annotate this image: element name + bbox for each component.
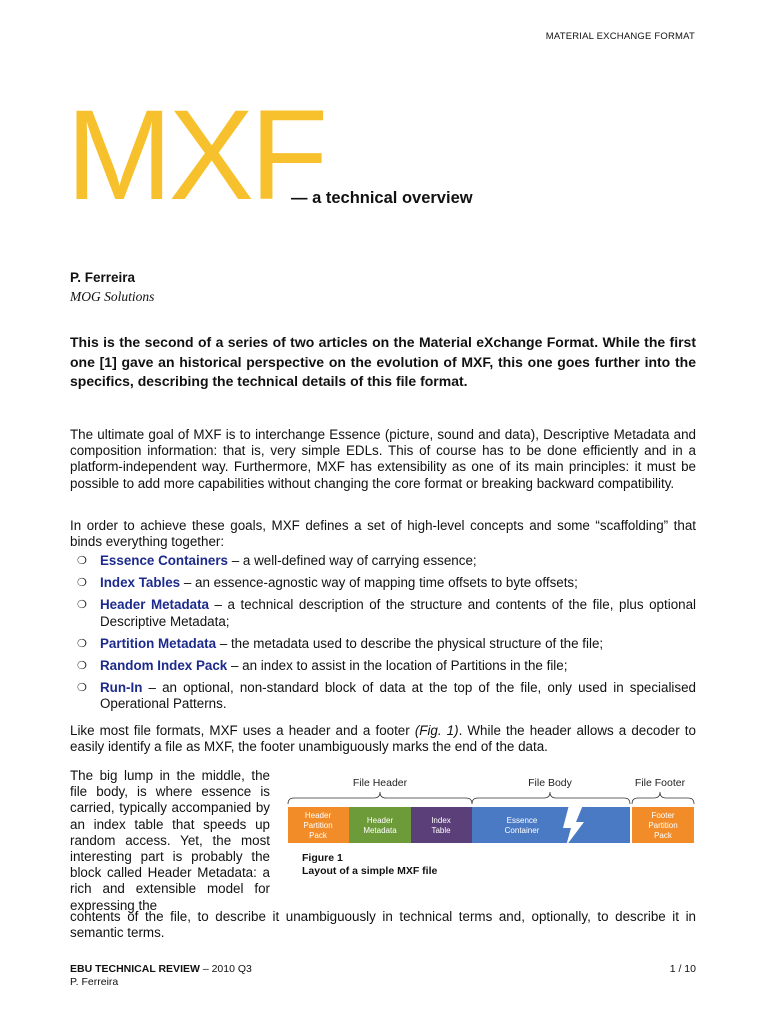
figure-reference-link[interactable]: (Fig. 1) xyxy=(414,723,459,738)
block-index-table xyxy=(411,807,472,843)
block-label: Pack xyxy=(654,831,672,840)
block-label: Footer xyxy=(651,811,675,820)
list-item-text: – an optional, non-standard block of data at the top of the file, only used in specialised Operational Patterns. xyxy=(100,680,696,712)
block-label: Container xyxy=(504,826,540,835)
concept-list xyxy=(70,553,696,719)
block-label: Header xyxy=(366,816,394,825)
page-number: 1 / 10 xyxy=(669,963,696,975)
circle-bullet-icon: ❍ xyxy=(77,555,87,567)
running-header: MATERIAL EXCHANGE FORMAT xyxy=(545,31,695,42)
body-paragraph-3 xyxy=(70,723,696,755)
block-label: Metadata xyxy=(363,826,397,835)
body-paragraph-4: The big lump in the middle, the file body, is where essence is carried, typically accompanied by an index table that speeds up random access. Yet, the most interesting part is probably the block called Header Metadata: a rich and extensible model for expressing the xyxy=(70,768,270,913)
block-essence-container xyxy=(472,807,630,843)
footer-brace xyxy=(632,792,694,804)
list-item xyxy=(70,636,696,652)
block-label: Essence xyxy=(506,816,538,825)
block-label: Table xyxy=(431,826,451,835)
block-label: Partition xyxy=(648,821,678,830)
figure-1-diagram xyxy=(286,774,696,844)
footer-author: P. Ferreira xyxy=(70,976,119,988)
footer-issue: – 2010 Q3 xyxy=(199,963,252,975)
block-label: Index xyxy=(431,816,451,825)
body-paragraph-5: contents of the file, to describe it unambiguously in technical terms and, optionally, to describe it in semantic terms. xyxy=(70,909,696,941)
list-item-text: – a well-defined way of carrying essence; xyxy=(228,553,477,568)
circle-bullet-icon: ❍ xyxy=(77,637,87,650)
circle-bullet-icon: ❍ xyxy=(77,599,87,612)
list-item-term: Index Tables xyxy=(100,575,181,591)
footer-publication xyxy=(70,963,252,975)
list-item-text: – a technical description of the structure and contents of the file, plus optional Descriptive Metadata; xyxy=(100,597,697,629)
body-paragraph-1: The ultimate goal of MXF is to interchange Essence (picture, sound and data), Descriptive Metadata and composition information: that is, very simple EDLs. This of course has to be done efficiently and in a platform-independent way. Furthermore, MXF has extensibility as one of its main principles: it must be possible to add more capabilities without changing the core format or breaking backward compatibility. xyxy=(70,427,696,491)
footer-publication-name: EBU TECHNICAL REVIEW xyxy=(70,963,200,975)
list-item-term: Random Index Pack xyxy=(100,658,228,674)
list-item-text: – the metadata used to describe the physical structure of the file; xyxy=(216,635,604,651)
list-item xyxy=(70,575,696,591)
body-brace xyxy=(472,792,630,804)
paragraph-text: Like most file formats, MXF uses a header and a footer xyxy=(70,723,415,738)
list-item xyxy=(70,597,696,629)
figure-caption-label: Figure 1 xyxy=(302,852,343,864)
list-item-text: – an index to assist in the location of Partitions in the file; xyxy=(227,658,568,674)
figure-caption-text: Layout of a simple MXF file xyxy=(302,865,438,877)
list-item-term: Essence Containers xyxy=(100,553,229,568)
figure-label-file-body: File Body xyxy=(528,777,572,789)
article-subtitle: — a technical overview xyxy=(291,189,473,207)
figure-label-file-footer: File Footer xyxy=(634,777,686,789)
list-item xyxy=(70,553,696,569)
block-label: Header xyxy=(304,811,332,820)
list-item-term: Partition Metadata xyxy=(100,635,217,651)
block-header-metadata xyxy=(349,807,411,843)
circle-bullet-icon: ❍ xyxy=(77,577,87,590)
circle-bullet-icon: ❍ xyxy=(77,682,87,695)
block-label: Partition xyxy=(303,821,333,830)
list-item-term: Run-In xyxy=(100,680,143,696)
body-paragraph-2: In order to achieve these goals, MXF defines a set of high-level concepts and some “scaffolding” that binds everything together: xyxy=(70,518,696,550)
article-title-mxf: MXF xyxy=(66,84,325,227)
list-item xyxy=(70,658,696,674)
list-item xyxy=(70,680,696,712)
author-affiliation: MOG Solutions xyxy=(70,289,155,304)
figure-label-file-header: File Header xyxy=(352,777,408,789)
list-item-text: – an essence-agnostic way of mapping time offsets to byte offsets; xyxy=(180,575,578,591)
circle-bullet-icon: ❍ xyxy=(77,660,87,673)
header-brace xyxy=(288,792,472,804)
list-item-term: Header Metadata xyxy=(100,597,209,613)
block-label: Pack xyxy=(309,831,327,840)
author-name: P. Ferreira xyxy=(70,270,136,285)
paragraph-text: . While the header allows a decoder to easily identify a file as MXF, the footer unambiguously marks the end of the data. xyxy=(70,723,696,755)
lead-paragraph: This is the second of a series of two articles on the Material eXchange Format. While the first one [1] gave an historical perspective on the evolution of MXF, this one goes further into the specifics, describing the technical details of this file format. xyxy=(70,334,696,389)
